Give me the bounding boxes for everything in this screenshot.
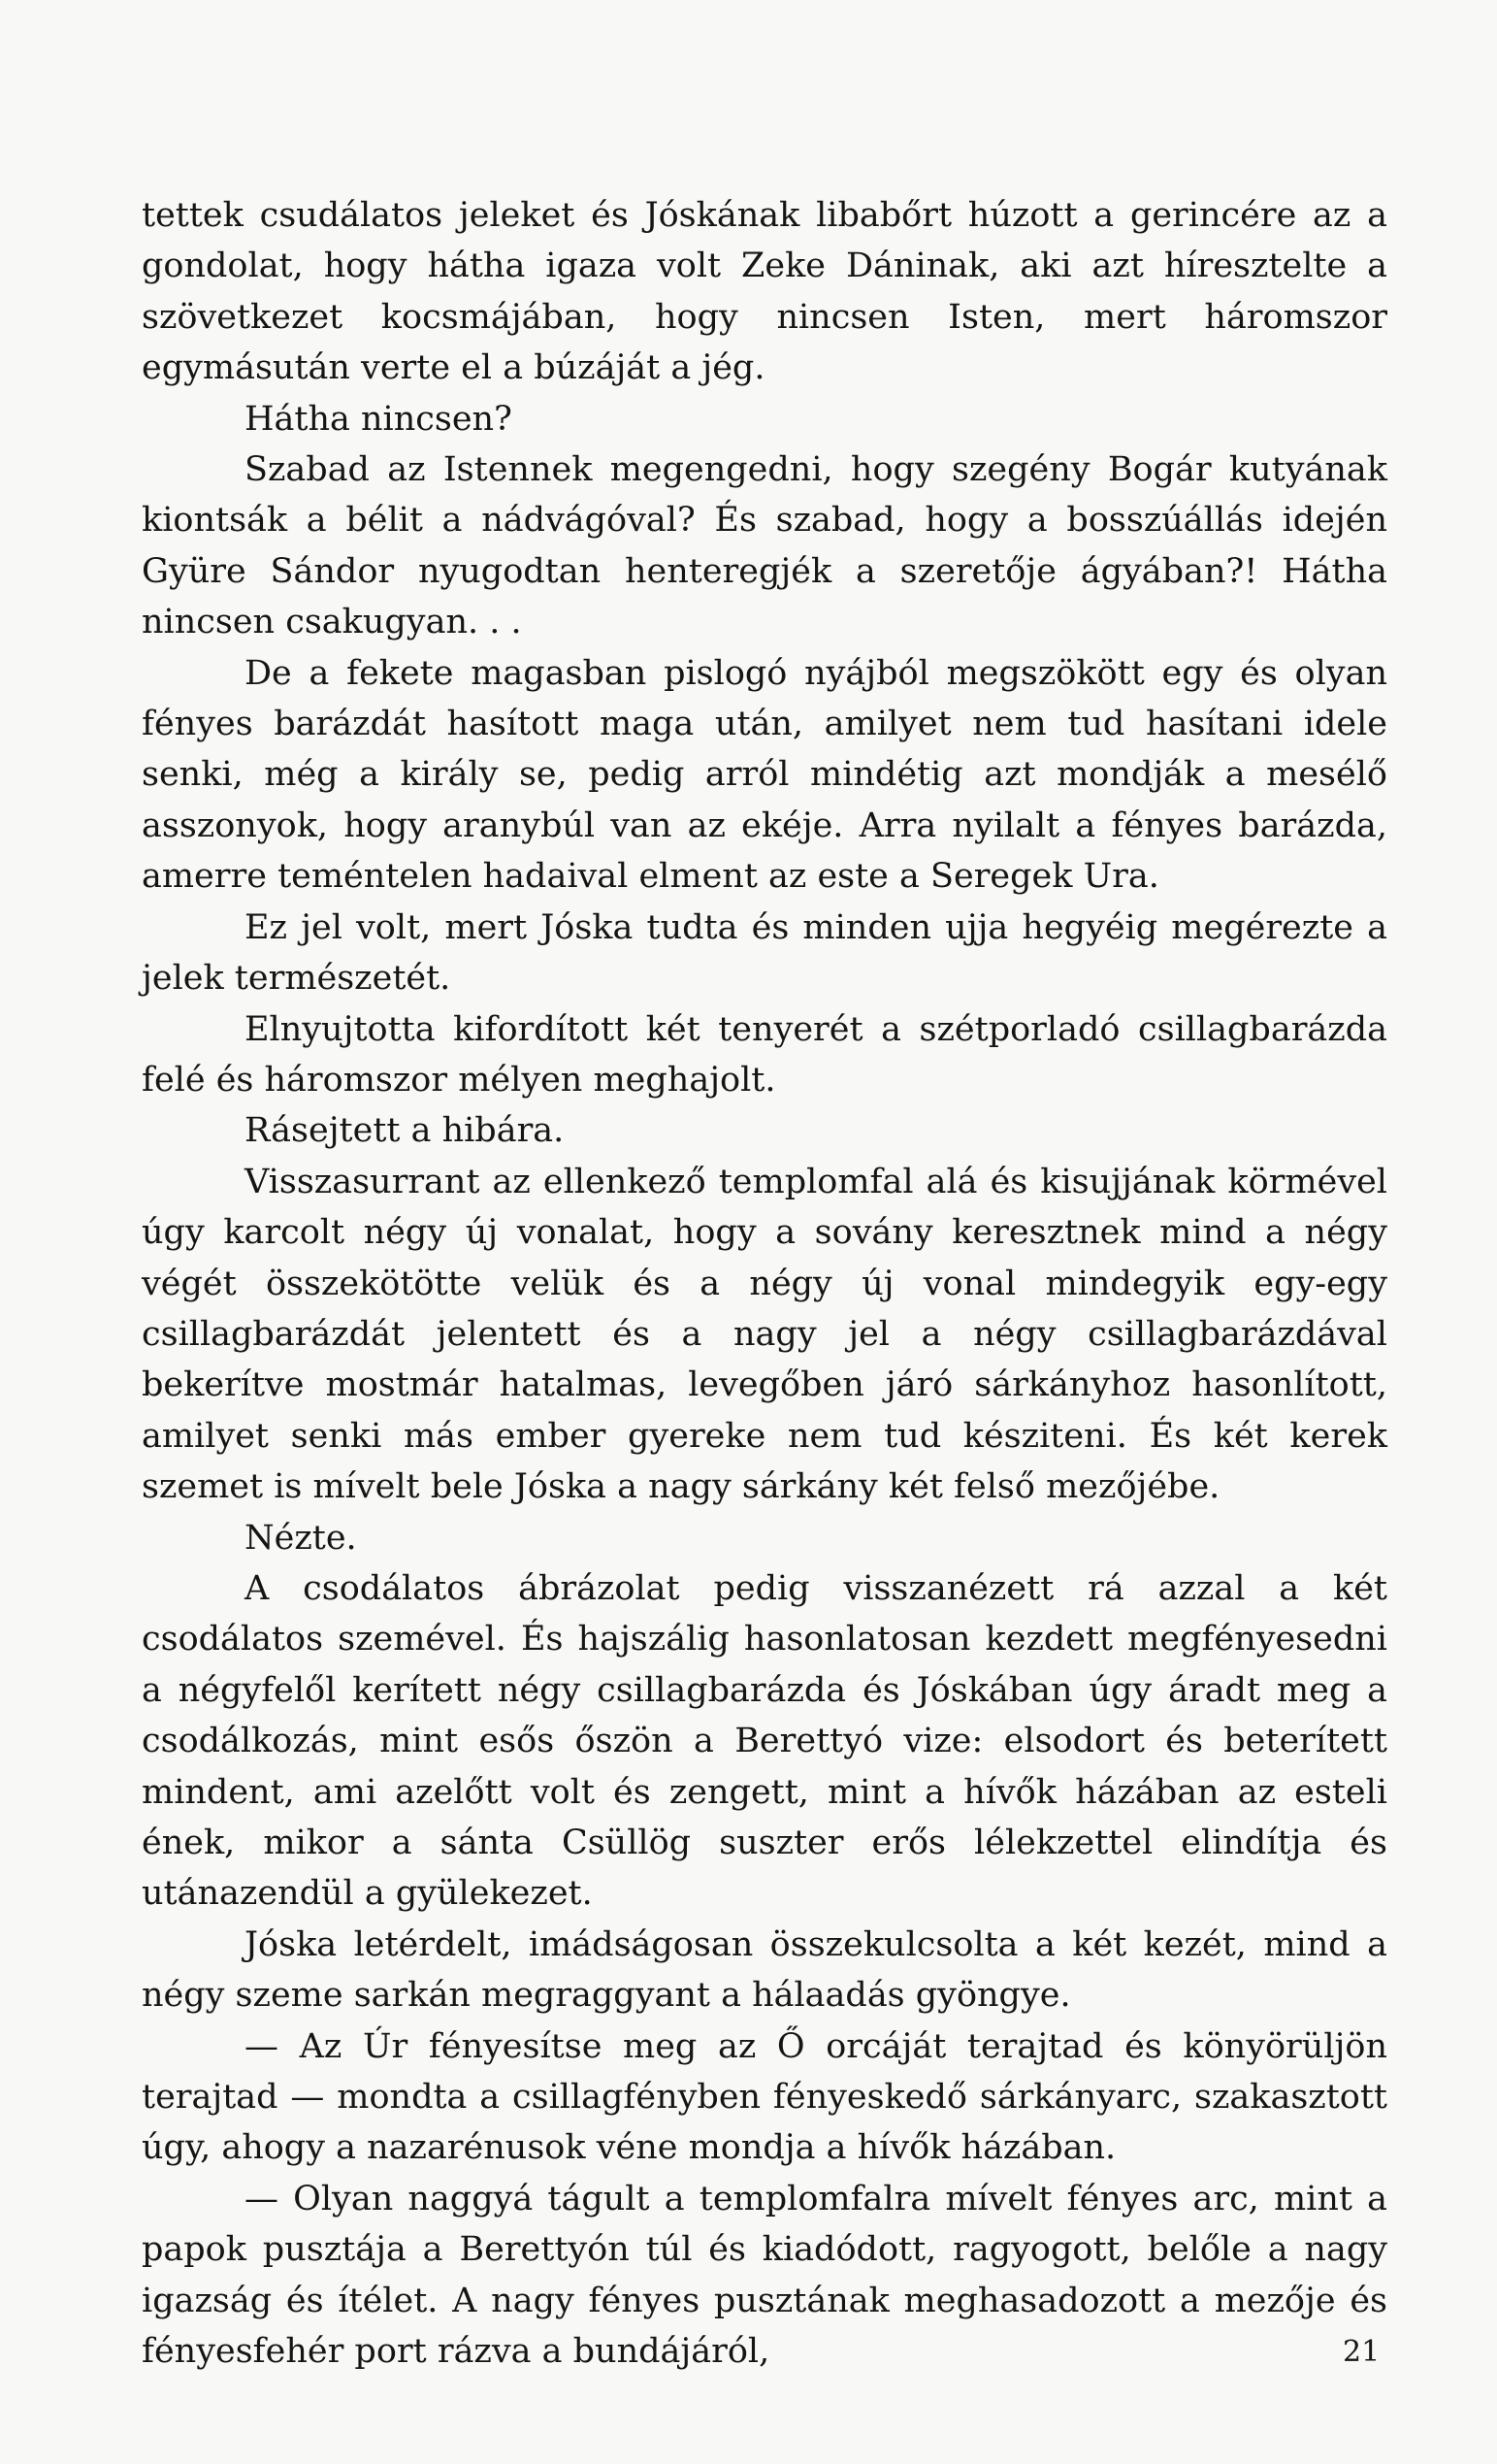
- body-text: [142, 190, 1387, 2377]
- paragraph: Rásejtett a hibára.: [244, 1111, 565, 1151]
- paragraph: Visszasurrant az ellenkező templomfal alá és kisujjának körmével úgy karcolt négy új vonalat, hogy a sovány keresztnek mind a négy végét összekötötte velük és a négy új vonal mindegyik egy-egy csillagbarázdát jelentett és a nagy jel a négy csillagbarázdával bekerítve mostmár hatalmas, levegőben járó sárkányhoz hasonlított, amilyet senki más ember gyereke nem tud késziteni. És két kerek szemet is mívelt bele Jóska a nagy sárkány két felső mezőjébe.: [142, 1162, 1387, 1507]
- paragraph: A csodálatos ábrázolat pedig visszanézett rá azzal a két csodálatos szemével. És hajszálig hasonlatosan kezdett megfényesedni a négyfelől kerített négy csillagbarázda és Jóskában úgy áradt meg a csodálkozás, mint esős őszön a Berettyó vize: elsodort és beterített mindent, ami azelőtt volt és zengett, mint a hívők házában az esteli ének, mikor a sánta Csüllög suszter erős lélekzettel elindítja és utánazendül a gyülekezet.: [142, 1568, 1387, 1914]
- paragraph: tettek csudálatos jeleket és Jóskának libabőrt húzott a gerincére az a gondolat, hogy hátha igaza volt Zeke Dáninak, aki azt híresztelte a szövetkezet kocsmájában, hogy nincsen Isten, mert háromszor egymásután verte el a búzáját a jég.: [142, 196, 1387, 388]
- paragraph: Szabad az Istennek megengedni, hogy szegény Bogár kutyának kiontsák a bélit a nádvágóval? És szabad, hogy a bosszúállás idején Gyüre Sándor nyugodtan henteregjék a szeretője ágyában?! Hátha nincsen csakugyan. . .: [142, 450, 1387, 642]
- paragraph: Jóska letérdelt, imádságosan összekulcsolta a két kezét, mind a négy szeme sarkán megraggyant a hálaadás gyöngye.: [142, 1924, 1387, 2016]
- paragraph: Elnyujtotta kifordított két tenyerét a szétporladó csillagbarázda felé és háromszor mélyen meghajolt.: [142, 1009, 1387, 1100]
- paragraph: Hátha nincsen?: [244, 399, 512, 439]
- paragraph: — Az Úr fényesítse meg az Ő orcáját terajtad és könyörüljön terajtad — mondta a csillagfényben fényeskedő sárkányarc, szakasztott úgy, ahogy a nazarénusok véne mondja a hívők házában.: [142, 2026, 1387, 2168]
- paragraph: — Olyan naggyá tágult a templomfalra mívelt fényes arc, mint a papok pusztája a Berettyón túl és kiadódott, ragyogott, belőle a nagy igazság és ítélet. A nagy fényes pusztának meghasadozott a mezője és fényesfehér port rázva a bundájáról,: [142, 2179, 1387, 2372]
- paragraph: Ez jel volt, mert Jóska tudta és minden ujja hegyéig megérezte a jelek természetét.: [142, 907, 1387, 999]
- page-number: 21: [1343, 2335, 1381, 2369]
- paragraph: De a fekete magasban pislogó nyájból megszökött egy és olyan fényes barázdát hasított maga után, amilyet nem tud hasítani idele senki, még a király se, pedig arról mindétig azt mondják a mesélő asszonyok, hogy aranybúl van az ekéje. Arra nyilalt a fényes barázda, amerre teméntelen hadaival elment az este a Seregek Ura.: [142, 653, 1387, 897]
- paragraph: Nézte.: [244, 1518, 357, 1558]
